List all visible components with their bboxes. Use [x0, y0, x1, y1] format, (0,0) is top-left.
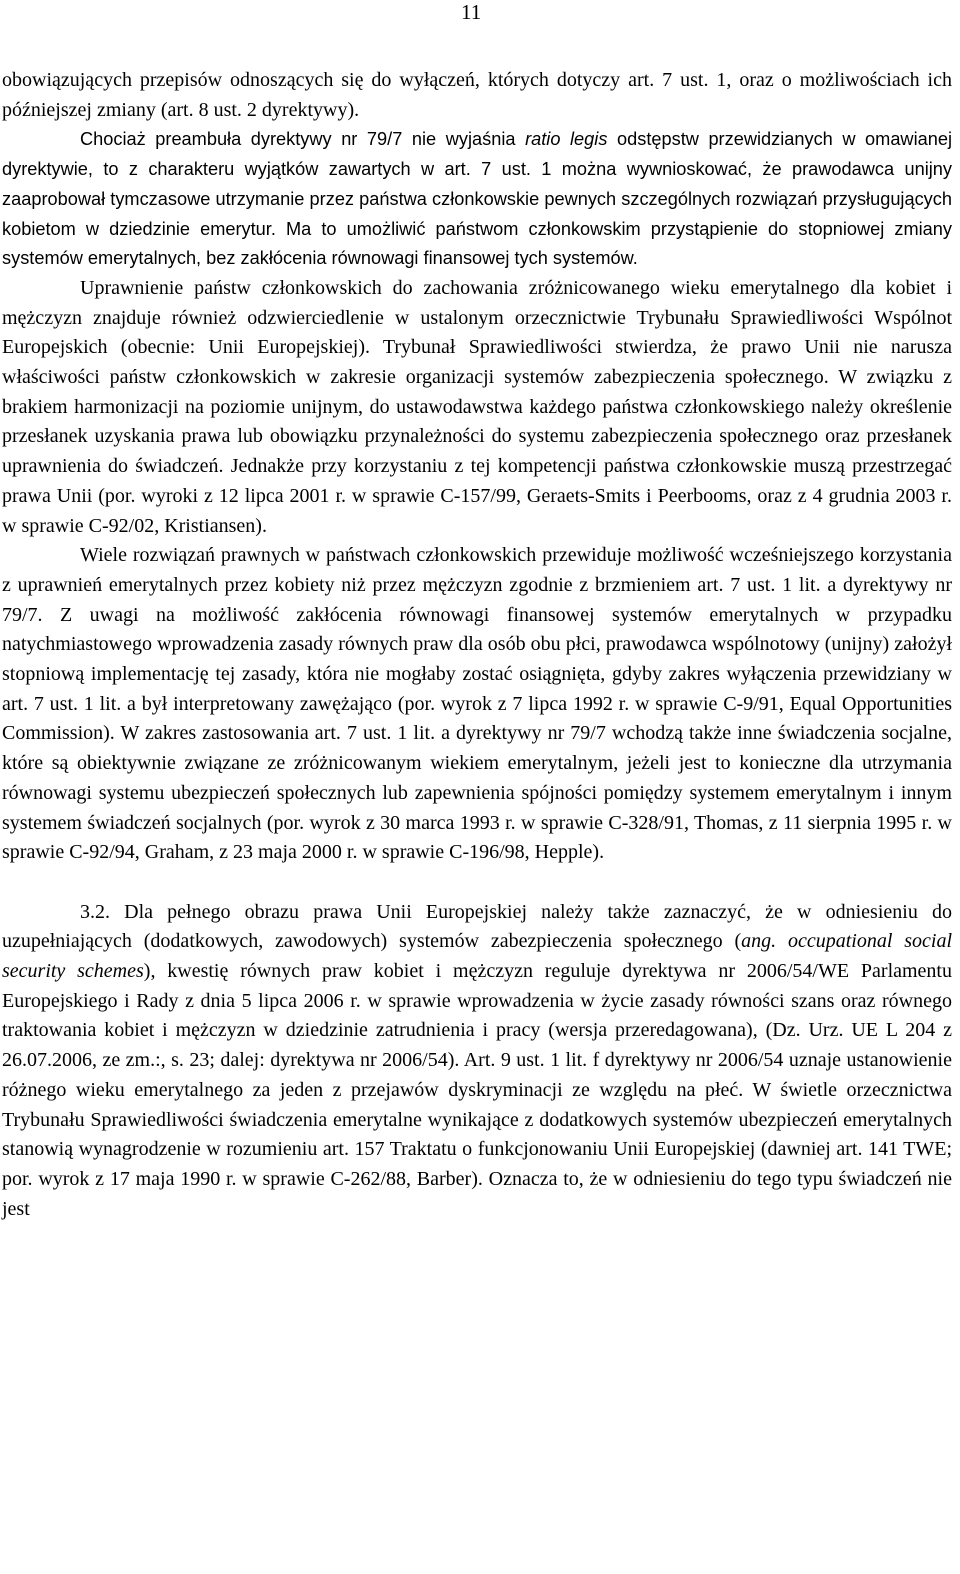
- paragraph-text: ), kwestię równych praw kobiet i mężczyzn reguluje dyrektywa nr 2006/54/WE Parlamentu Europejskiego i Rady z dnia 5 lipca 2006 r. w sprawie wprowadzenia w życie zasady równości szans oraz równego traktowania kobiet i mężczyzn w dziedzinie zatrudnienia i pracy (wersja przeredagowana), (Dz. Urz. UE L 204 z 26.07.2006, ze zm.:, s. 23; dalej: dyrektywa nr 2006/54). Art. 9 ust. 1 lit. f dyrektywy nr 2006/54 uznaje ustanowienie różnego wieku emerytalnego za jeden z przejawów dyskryminacji ze względu na płeć. W świetle orzecznictwa Trybunału Sprawiedliwości świadczenia emerytalne wynikające z dodatkowych systemów ubezpieczeń emerytalnych stanowią wynagrodzenie w rozumieniu art. 157 Traktatu o funkcjonowaniu Unii Europejskiej (dawniej art. 141 TWE; por. wyrok z 17 maja 1990 r. w sprawie C-262/88, Barber). Oznacza to, że w odniesieniu do tego typu świadczeń nie jest: [2, 960, 952, 1220]
- latin-term: ratio legis: [525, 129, 608, 150]
- paragraph-text: odstępstw przewidzianych w omawianej dyrektywie, to z charakteru wyjątków zawartych w art. 7 ust. 1 można wywnioskować, że prawodawca unijny zaaprobował tymczasowe utrzymanie przez państwa członkowskie pewnych szczególnych rozwiązań przysługujących kobietom w dziedzinie emerytur. Ma to umożliwić państwom członkowskim przystąpienie do stopniowej zmiany systemów emerytalnych, bez zakłócenia równowagi finansowej tych systemów.: [2, 129, 952, 269]
- paragraph-case-law: Uprawnienie państw członkowskich do zachowania zróżnicowanego wieku emerytalnego dla kobiet i mężczyzn znajduje również odzwierciedlenie w ustalonym orzecznictwie Trybunału Sprawiedliwości Wspólnot Europejskich (obecnie: Unii Europejskiej). Trybunał Sprawiedliwości stwierdza, że prawo Unii nie narusza właściwości państw członkowskich w zakresie organizacji systemów zabezpieczenia społecznego. W związku z brakiem harmonizacji na poziomie unijnym, do ustawodawstwa każdego państwa członkowskiego należy określenie przesłanek uzyskania prawa lub obowiązku przynależności do systemu zabezpieczenia społecznego oraz przesłanek uprawnienia do świadczeń. Jednakże przy korzystaniu z tej kompetencji państwa członkowskie muszą przestrzegać prawa Unii (por. wyroki z 12 lipca 2001 r. w sprawie C-157/99, Geraets-Smits i Peerbooms, oraz z 4 grudnia 2003 r. w sprawie C-92/02, Kristiansen).: [2, 276, 952, 537]
- paragraph-preamble: [2, 125, 952, 274]
- paragraph-text: Chociaż preambuła dyrektywy nr 79/7 nie wyjaśnia: [80, 129, 526, 150]
- english-term: ang. occupational social security schemes: [2, 930, 952, 983]
- document-body: [2, 66, 952, 1224]
- paragraph-text: 3.2. Dla pełnego obrazu prawa Unii Europejskiej należy także zaznaczyć, że w odniesieniu do uzupełniających (dodatkowych, zawodowych) systemów zabezpieczenia społecznego (: [2, 900, 952, 953]
- paragraph-section-3-2: [2, 898, 952, 1225]
- paragraph-retirement-age: Wiele rozwiązań prawnych w państwach członkowskich przewiduje możliwość wcześniejszego korzystania z uprawnień emerytalnych przez kobiety niż przez mężczyzn zgodnie z brzmieniem art. 7 ust. 1 lit. a dyrektywy nr 79/7. Z uwagi na możliwość zakłócenia równowagi finansowej systemów emerytalnych w przypadku natychmiastowego wprowadzenia zasady równych praw dla osób obu płci, prawodawca wspólnotowy (unijny) założył stopniową implementację tej zasady, która nie mogłaby zostać osiągnięta, gdyby zakres wyłączenia przewidziany w art. 7 ust. 1 lit. a był interpretowany zawężająco (por. wyrok z 7 lipca 1992 r. w sprawie C-9/91, Equal Opportunities Commission). W zakres zastosowania art. 7 ust. 1 lit. a dyrektywy nr 79/7 wchodzą także inne świadczenia socjalne, które są obiektywnie związane ze zróżnicowanym wiekiem emerytalnym, jeżeli jest to konieczne dla utrzymania równowagi systemu ubezpieczeń społecznych lub zapewnienia spójności pomiędzy systemem emerytalnym i innym systemem świadczeń socjalnych (por. wyrok z 30 marca 1993 r. w sprawie C-328/91, Thomas, z 11 sierpnia 1995 r. w sprawie C-92/94, Graham, z 23 maja 2000 r. w sprawie C-196/98, Hepple).: [2, 544, 952, 864]
- page-number: 11: [461, 0, 482, 24]
- paragraph-continued: obowiązujących przepisów odnoszących się do wyłączeń, których dotyczy art. 7 ust. 1, oraz o możliwościach ich późniejszej zmiany (art. 8 ust. 2 dyrektywy).: [2, 69, 952, 121]
